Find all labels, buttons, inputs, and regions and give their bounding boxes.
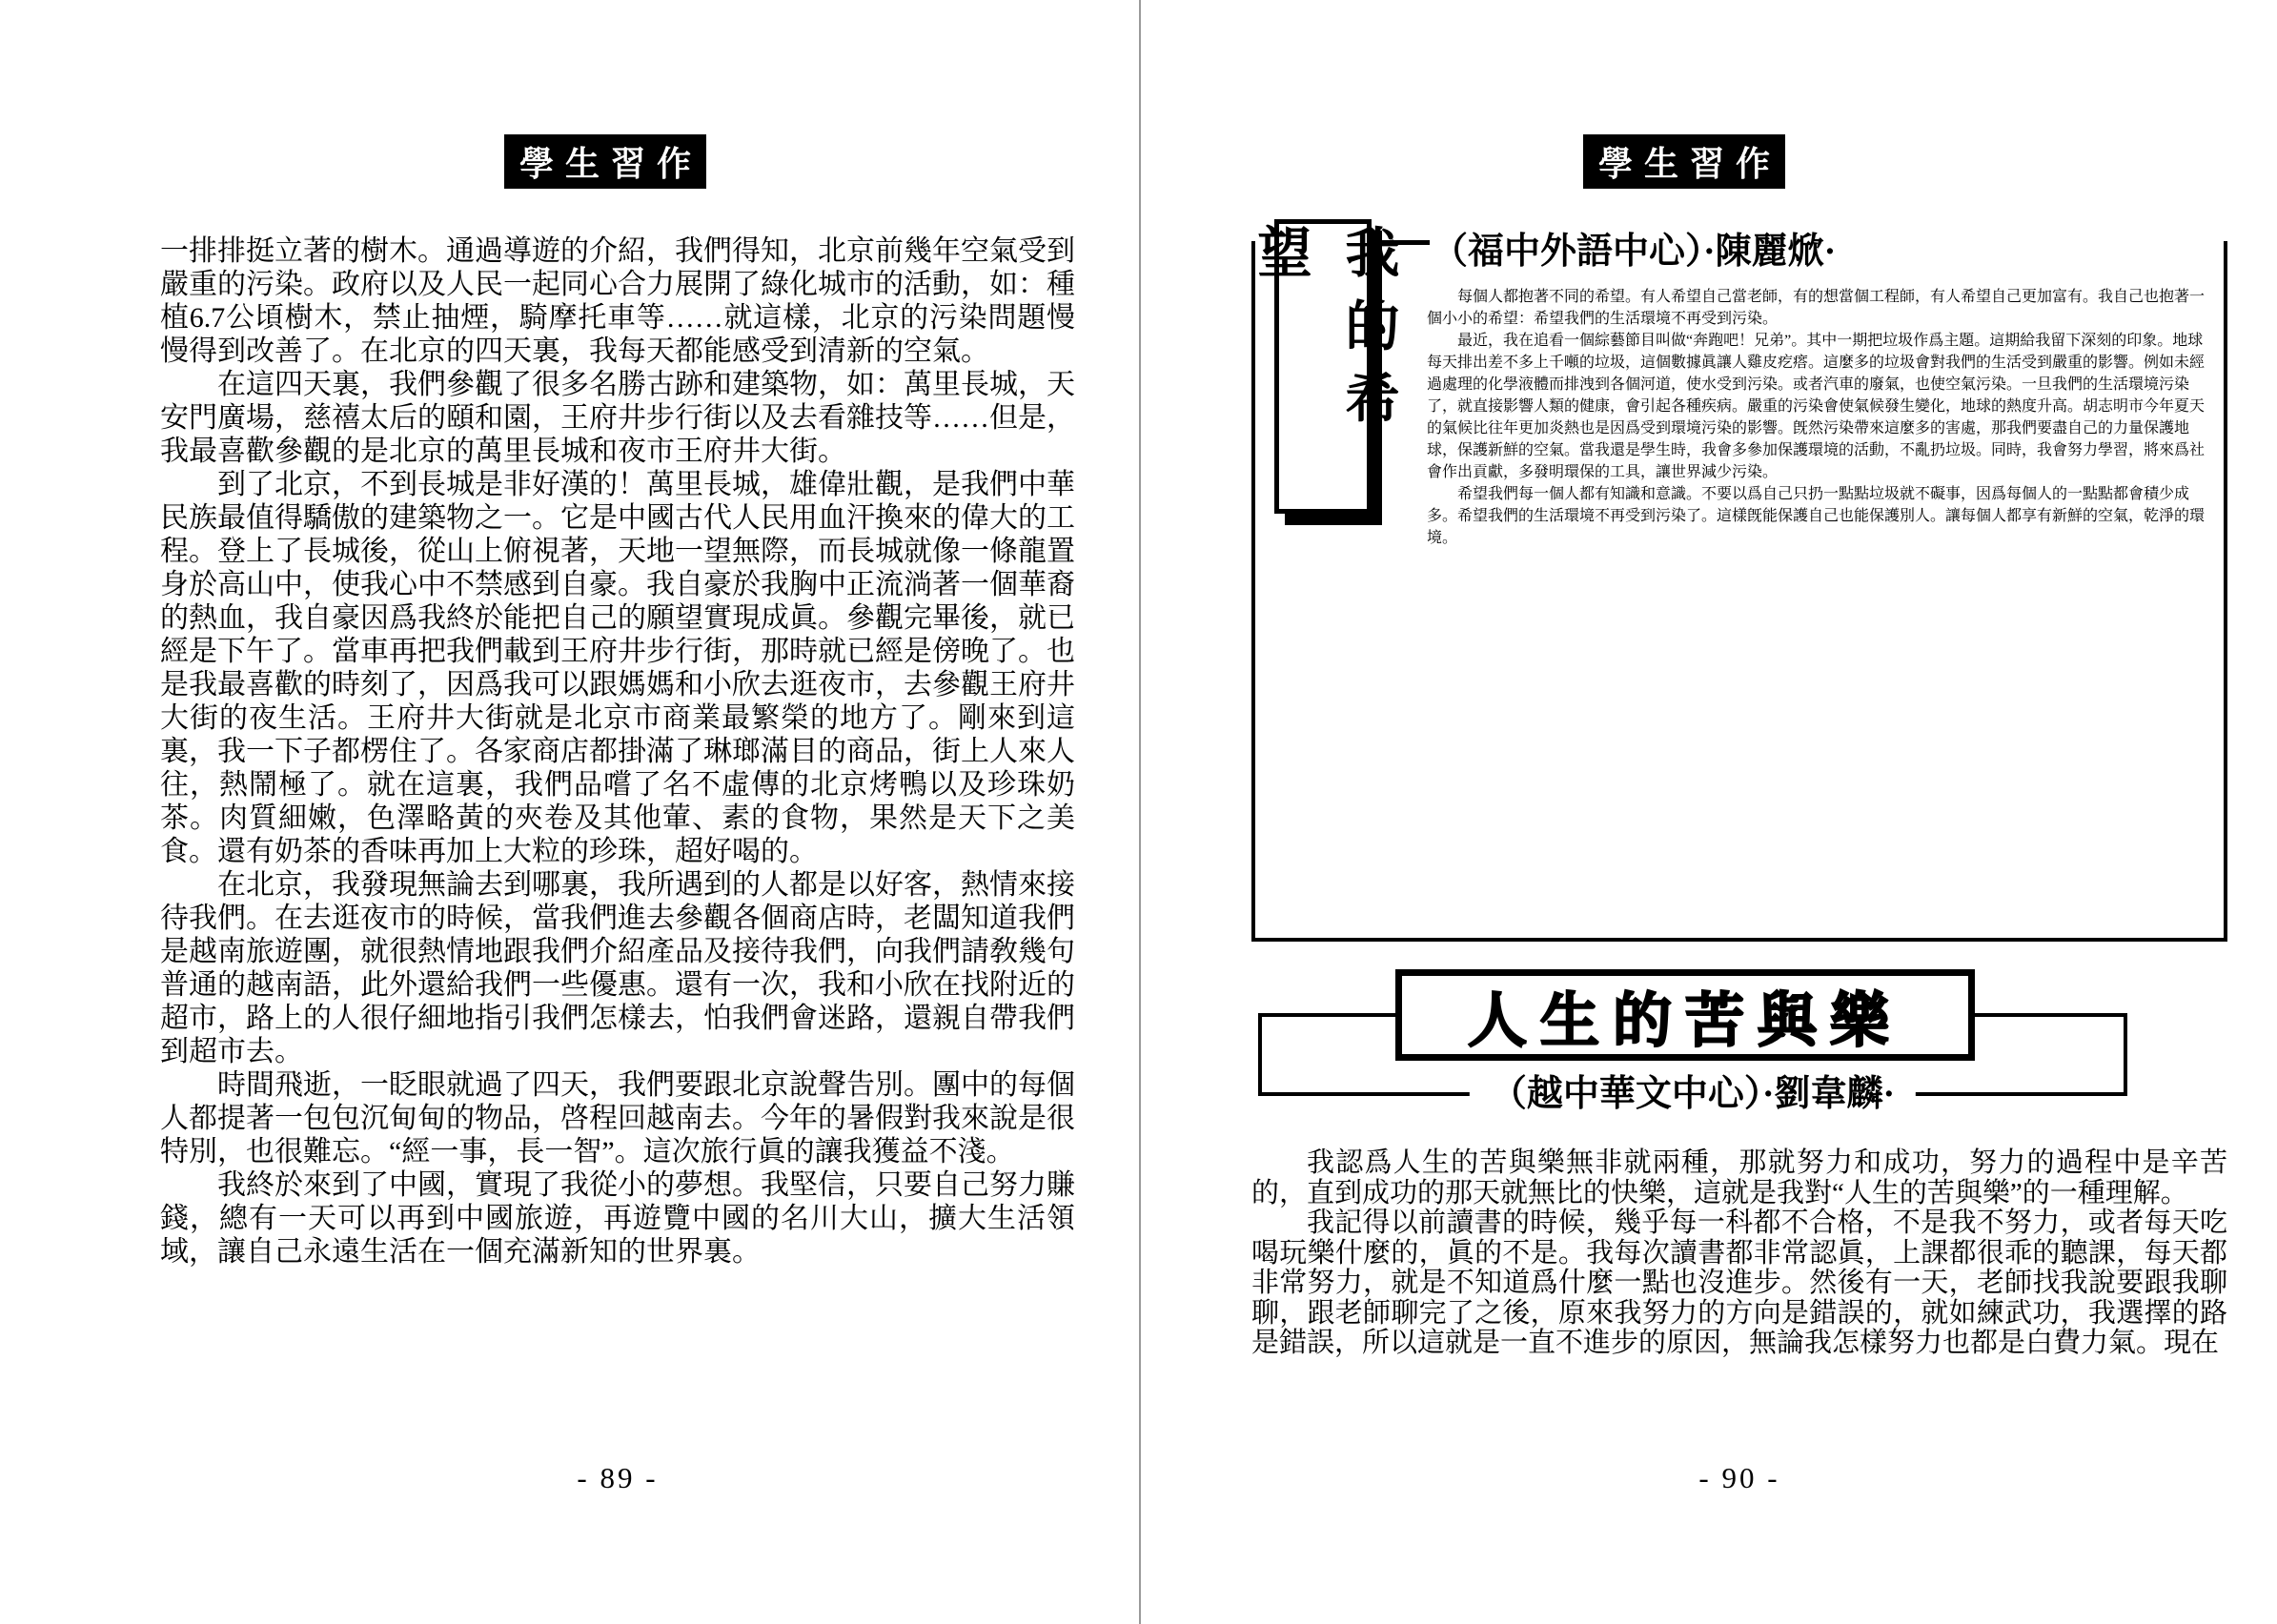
article1-byline: （福中外語中心）·陳麗焮· bbox=[1432, 221, 1845, 274]
section-badge-right-label: 學生習作 bbox=[1597, 145, 1781, 183]
paragraph: 最近，我在追看一個綜藝節目叫做“奔跑吧！兄弟”。其中一期把垃圾作爲主題。這期給我留下深刻的印象。地球每天排出差不多上千噸的垃圾，這個數據眞讓人雞皮疙瘩。這麼多的垃圾會對我們的生活受到嚴重的影響。例如未經過處理的化學液體而排洩到各個河道，使水受到污染。或者汽車的廢氣，也使空氣污染。一旦我們的生活環境污染了，就直接影響人類的健康，會引起各種疾病。嚴重的污染會使氣候發生變化，地球的熱度升高。胡志明市今年夏天的氣候比往年更加炎熱也是因爲受到環境污染的影響。旣然污染帶來這麼多的害處，那我們要盡自己的力量保護地球，保護新鮮的空氣。當我還是學生時，我會多參加保護環境的活動，不亂扔垃圾。同時，我會努力學習，將來爲社會作出貢獻，多發明環保的工具，讓世界減少污染。 bbox=[1427, 333, 2206, 480]
paragraph: 我記得以前讀書的時候，幾乎每一科都不合格，不是我不努力，或者每天吃喝玩樂什麼的，眞的不是。我每次讀書都非常認眞，上課都很乖的聽課，每天都非常努力，就是不知道爲什麼一點也沒進步。然後有一天，老師找我說要跟我聊聊，跟老師聊完了之後，原來我努力的方向是錯誤的，就如練武功，我選擇的路是錯誤，所以這就是一直不進步的原因，無論我怎樣努力也都是白費力氣。現在 bbox=[1251, 1208, 2227, 1358]
section-badge-left bbox=[504, 134, 706, 189]
section-badge-left-label: 學生習作 bbox=[518, 145, 702, 183]
article1-title-box bbox=[1250, 219, 1397, 514]
paragraph: 我認爲人生的苦與樂無非就兩種，那就努力和成功，努力的過程中是辛苦的，直到成功的那天就無比的快樂，這就是我對“人生的苦與樂”的一種理解。 bbox=[1251, 1147, 2227, 1208]
paragraph: 在這四天裏，我們參觀了很多名勝古跡和建築物，如：萬里長城，天安門廣場，慈禧太后的頤和園，王府井步行街以及去看雜技等……但是，我最喜歡參觀的是北京的萬里長城和夜市王府井大街。 bbox=[160, 369, 1075, 467]
article2-body-text bbox=[1251, 1148, 2227, 1359]
page-number-left: - 89 - bbox=[577, 1461, 659, 1494]
article2-title: 人生的苦與樂 bbox=[1467, 988, 1902, 1054]
article2-byline: （越中華文中心）·劉韋麟· bbox=[1470, 1064, 1916, 1116]
paragraph: 一排排挺立著的樹木。通過導遊的介紹，我們得知，北京前幾年空氣受到嚴重的污染。政府以及人民一起同心合力展開了綠化城市的活動，如：種植6.7公頃樹木，禁止抽煙，騎摩托車等……就這樣，北京的污染問題慢慢得到改善了。在北京的四天裏，我每天都能感受到清新的空氣。 bbox=[160, 235, 1075, 367]
page-number-right: - 90 - bbox=[1698, 1461, 1780, 1494]
paragraph: 在北京，我發現無論去到哪裏，我所遇到的人都是以好客，熱情來接待我們。在去逛夜市的時候，當我們進去參觀各個商店時，老闆知道我們是越南旅遊團，就很熱情地跟我們介紹產品及接待我們，向我們請敎幾句普通的越南語，此外還給我們一些優惠。還有一次，我和小欣在找附近的超市，路上的人很仔細地指引我們怎樣去，怕我們會迷路，還親自帶我們到超市去。 bbox=[160, 869, 1075, 1067]
left-page-body-text bbox=[160, 234, 1075, 1269]
paragraph: 到了北京，不到長城是非好漢的！萬里長城，雄偉壯觀，是我們中華民族最值得驕傲的建築物之一。它是中國古代人民用血汗換來的偉大的工程。登上了長城後，從山上俯視著，天地一望無際，而長城就像一條龍置身於高山中，使我心中不禁感到自豪。我自豪於我胸中正流淌著一個華裔的熱血，我自豪因爲我終於能把自己的願望實現成眞。參觀完畢後，就已經是下午了。當車再把我們載到王府井步行街，那時就已經是傍晚了。也是我最喜歡的時刻了，因爲我可以跟媽媽和小欣去逛夜市，去參觀王府井大街的夜生活。王府井大街就是北京市商業最繁榮的地方了。剛來到這裏，我一下子都楞住了。各家商店都掛滿了琳瑯滿目的商品，街上人來人往，熱鬧極了。就在這裏，我們品嚐了名不虛傳的北京烤鴨以及珍珠奶茶。肉質細嫩，色澤略黃的夾卷及其他葷、素的食物，果然是天下之美食。還有奶茶的香味再加上大粒的珍珠，超好喝的。 bbox=[160, 469, 1075, 867]
article2-title-box bbox=[1395, 969, 1975, 1061]
paragraph: 時間飛逝，一眨眼就過了四天，我們要跟北京說聲告別。團中的每個人都提著一包包沉甸甸的物品，啓程回越南去。今年的暑假對我來說是很特別，也很難忘。“經一事，長一智”。這次旅行眞的讓我獲益不淺。 bbox=[160, 1069, 1075, 1167]
paragraph: 希望我們每一個人都有知識和意識。不要以爲自己只扔一點點垃圾就不礙事，因爲每個人的一點點都會積少成多。希望我們的生活環境不再受到污染了。這樣旣能保護自己也能保護別人。讓每個人都享有新鮮的空氣，乾淨的環境。 bbox=[1427, 486, 2206, 546]
paragraph: 我終於來到了中國，實現了我從小的夢想。我堅信，只要自己努力賺錢，總有一天可以再到中國旅遊，再遊覽中國的名川大山，擴大生活領域，讓自己永遠生活在一個充滿新知的世界裏。 bbox=[160, 1169, 1075, 1268]
page-divider-line bbox=[1139, 0, 1141, 1624]
paragraph: 每個人都抱著不同的希望。有人希望自己當老師，有的想當個工程師，有人希望自己更加富有。我自己也抱著一個小小的希望：希望我們的生活環境不再受到污染。 bbox=[1427, 289, 2206, 327]
article1-title: 我的希望 bbox=[1250, 224, 1397, 444]
section-badge-right bbox=[1583, 134, 1785, 189]
